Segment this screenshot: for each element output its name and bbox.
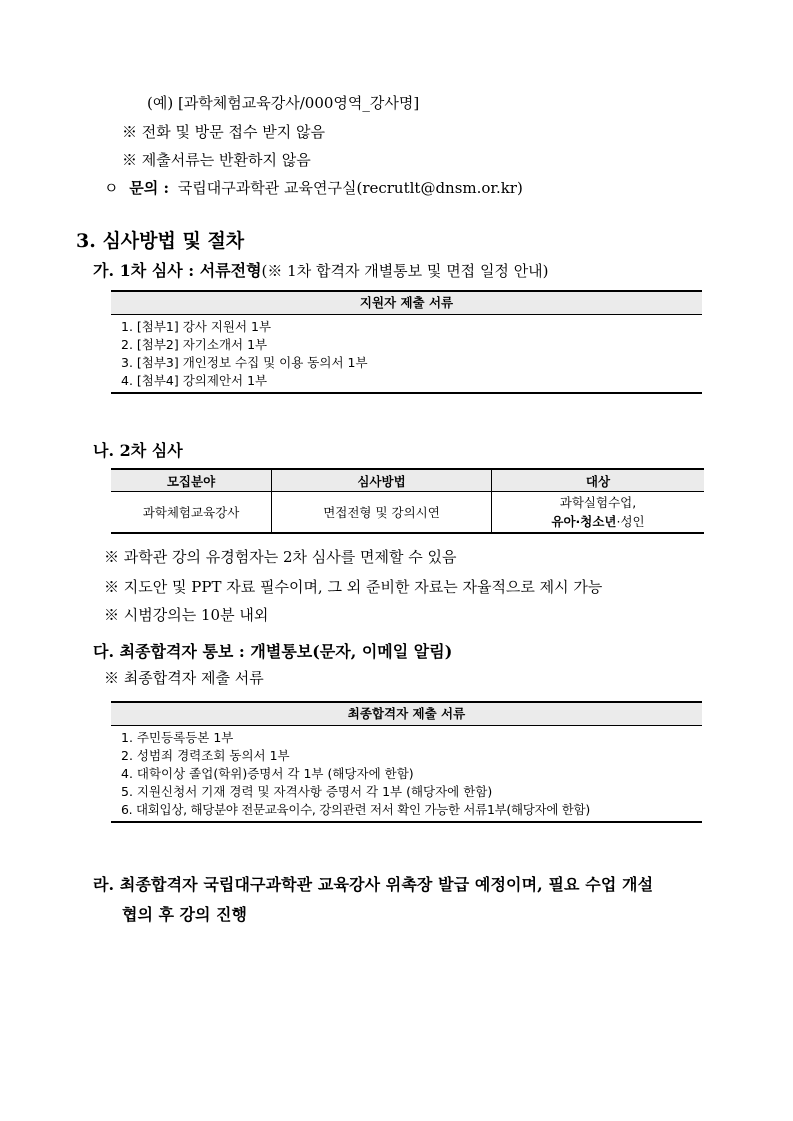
section-3-heading: 3. 심사방법 및 절차 bbox=[76, 230, 245, 252]
list-item: 6. 대회입상, 해당분야 전문교육이수, 강의관련 저서 확인 가능한 서류1부(해당자에 한함) bbox=[121, 802, 590, 817]
table-cell-target bbox=[492, 492, 705, 534]
table-header-target: 대상 bbox=[492, 469, 705, 492]
final-notice-heading: 다. 최종합격자 통보 : 개별통보(문자, 이메일 알림) bbox=[93, 642, 453, 661]
table-header-method: 심사방법 bbox=[272, 469, 492, 492]
appointment-line-1: 라. 최종합격자 국립대구과학관 교육강사 위촉장 발급 예정이며, 필요 수업 개설 bbox=[93, 875, 654, 894]
step-2-heading: 나. 2차 심사 bbox=[93, 441, 183, 460]
list-item: 1. 주민등록등본 1부 bbox=[121, 730, 234, 745]
table-header-field: 모집분야 bbox=[111, 469, 272, 492]
step-1-heading: 가. 1차 심사 : 서류전형 bbox=[93, 261, 262, 280]
submission-format-example: (예) [과학체험교육강사/000영역_강사명] bbox=[147, 94, 420, 112]
inquiry-line bbox=[104, 177, 523, 198]
table-cell-field: 과학체험교육강사 bbox=[142, 504, 240, 520]
final-docs-note: ※ 최종합격자 제출 서류 bbox=[104, 669, 264, 687]
list-item: 4. [첨부4] 강의제안서 1부 bbox=[121, 373, 268, 388]
list-item: 3. [첨부3] 개인정보 수집 및 이용 동의서 1부 bbox=[121, 355, 368, 370]
target-rest-text: ·성인 bbox=[616, 514, 645, 529]
table-cell-method: 면접전형 및 강의시연 bbox=[272, 492, 492, 534]
table-row bbox=[111, 492, 704, 534]
step-2-table bbox=[111, 468, 704, 534]
applicant-documents-title: 지원자 제출 서류 bbox=[111, 292, 702, 315]
list-item: 5. 지원신청서 기재 경력 및 자격사항 증명서 각 1부 (해당자에 한함) bbox=[121, 784, 493, 799]
step-2-note-duration: ※ 시범강의는 10분 내외 bbox=[104, 606, 269, 624]
step-2-note-exemption: ※ 과학관 강의 유경험자는 2차 심사를 면제할 수 있음 bbox=[104, 548, 457, 566]
list-item: 4. 대학이상 졸업(학위)증명서 각 1부 (해당자에 한함) bbox=[121, 766, 414, 781]
target-line-1: 과학실험수업, bbox=[559, 495, 637, 510]
inquiry-contact: 국립대구과학관 교육연구실(recrutlt@dnsm.or.kr) bbox=[177, 179, 523, 197]
inquiry-bullet: ㅇ bbox=[104, 179, 119, 197]
target-line-2 bbox=[492, 512, 704, 531]
inquiry-label: 문의 : bbox=[129, 179, 170, 197]
note-no-phone-visit: ※ 전화 및 방문 접수 받지 않음 bbox=[122, 123, 325, 141]
target-bold-text: 유아·청소년 bbox=[551, 514, 617, 529]
step-1-note: (※ 1차 합격자 개별통보 및 면접 일정 안내) bbox=[261, 262, 549, 280]
note-no-return: ※ 제출서류는 반환하지 않음 bbox=[122, 151, 311, 169]
list-item: 1. [첨부1] 강사 지원서 1부 bbox=[121, 319, 272, 334]
applicant-documents-box bbox=[111, 290, 702, 394]
table-header-row bbox=[111, 469, 704, 492]
step-1-heading-line bbox=[93, 258, 549, 281]
list-item: 2. [첨부2] 자기소개서 1부 bbox=[121, 337, 268, 352]
final-documents-title: 최종합격자 제출 서류 bbox=[111, 703, 702, 726]
list-item: 2. 성범죄 경력조회 동의서 1부 bbox=[121, 748, 290, 763]
final-documents-box bbox=[111, 701, 702, 823]
appointment-line-2: 협의 후 강의 진행 bbox=[122, 905, 247, 924]
step-2-note-materials: ※ 지도안 및 PPT 자료 필수이며, 그 외 준비한 자료는 자율적으로 제시 가능 bbox=[104, 578, 603, 596]
